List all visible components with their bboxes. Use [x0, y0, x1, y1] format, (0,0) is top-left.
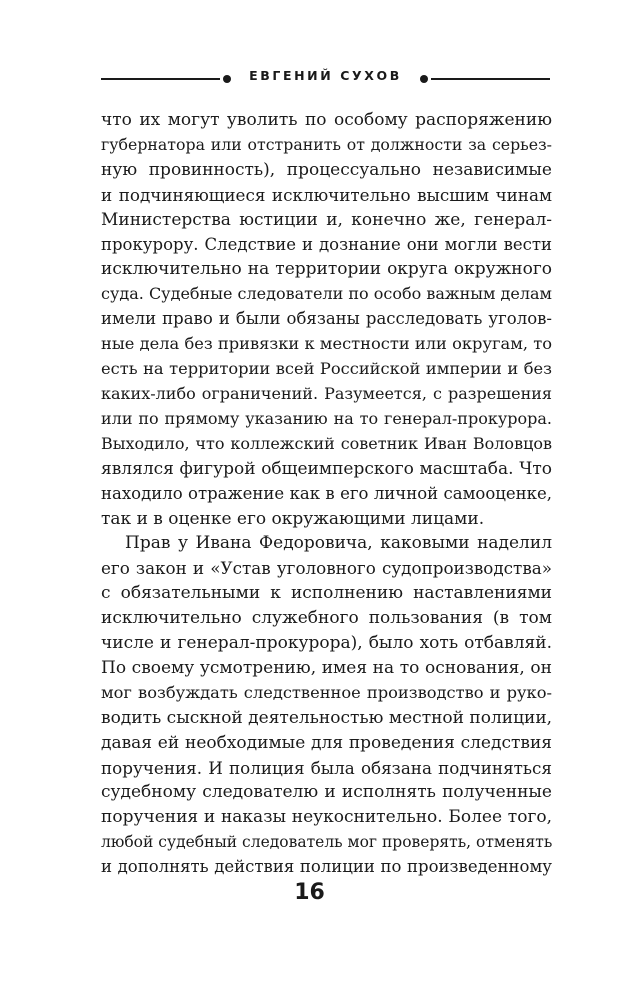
header-rule-right: [431, 78, 550, 80]
text-line: исключительно служебного пользования (в том: [101, 608, 552, 629]
author-name: ЕВГЕНИЙ СУХОВ: [249, 68, 402, 83]
text-line: имели право и были обязаны расследовать уголов-: [101, 309, 552, 329]
text-line: его закон и «Устав уголовного судопроизводства»: [101, 558, 552, 579]
text-line: судебному следователю и исполнять полученные: [101, 782, 552, 803]
text-line: являлся фигурой общеимперского масштаба. Что: [101, 458, 552, 479]
text-line: что их могут уволить по особому распоряжению: [101, 110, 552, 130]
text-line: находило отражение как в его личной самооценке,: [101, 483, 552, 503]
text-line: суда. Судебные следователи по особо важным делам: [101, 284, 552, 304]
text-line: каких-либо ограничений. Разумеется, с разрешения: [101, 383, 552, 403]
page-number: 16: [294, 880, 325, 905]
text-line: и дополнять действия полиции по произведенному: [101, 857, 552, 877]
paragraph-first-line: Прав у Ивана Федоровича, каковыми наделил: [125, 533, 552, 554]
text-line: исключительно на территории округа окружного: [101, 259, 552, 280]
text-line: Выходило, что коллежский советник Иван Воловцов: [101, 433, 552, 453]
text-line: числе и генерал-прокурора), было хоть отбавляй.: [101, 633, 552, 654]
text-line: поручения. И полиция была обязана подчиняться: [101, 757, 552, 778]
text-line: По своему усмотрению, имея на то основания, он: [101, 657, 552, 678]
text-line: с обязательными к исполнению наставлениями: [101, 583, 552, 604]
text-line: любой судебный следователь мог проверять, отменять: [101, 833, 553, 852]
body-text: [101, 108, 552, 880]
text-line: мог возбуждать следственное производство и руко-: [101, 682, 552, 702]
text-line: ные дела без привязки к местности или округам, то: [101, 334, 552, 354]
text-line: давая ей необходимые для проведения следствия: [101, 732, 552, 753]
text-line: губернатора или отстранить от должности за серьез-: [101, 134, 552, 154]
text-line: или по прямому указанию на то генерал-прокурора.: [101, 408, 552, 428]
text-line: есть на территории всей Российской империи и без: [101, 359, 552, 379]
paragraph-last-line: так и в оценке его окружающими лицами.: [101, 508, 485, 529]
text-line: прокурору. Следствие и дознание они могли вести: [101, 234, 552, 254]
text-line: и подчиняющиеся исключительно высшим чинам: [101, 184, 552, 205]
text-line: водить сыскной деятельностью местной полиции,: [101, 707, 553, 728]
text-line: Министерства юстиции и, конечно же, генерал-: [101, 209, 552, 230]
running-header: [101, 67, 550, 91]
text-line: ную провинность), процессуально независимые: [101, 159, 552, 180]
text-line: поручения и наказы неукоснительно. Более того,: [101, 807, 552, 828]
header-bullet-right: [420, 75, 428, 83]
